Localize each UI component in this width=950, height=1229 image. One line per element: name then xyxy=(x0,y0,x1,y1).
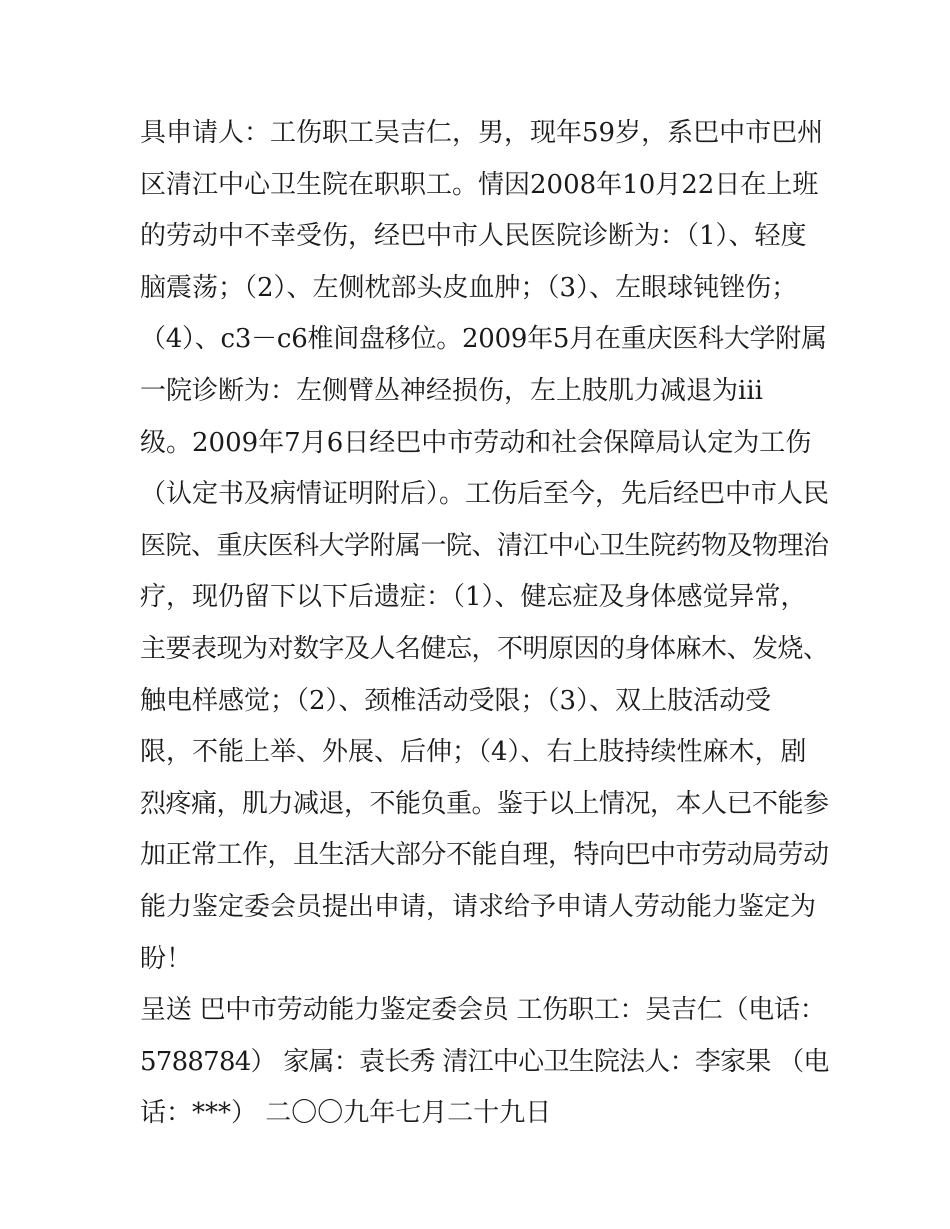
body-line: 烈疼痛，肌力减退，不能负重。鉴于以上情况，本人已不能参 xyxy=(140,788,829,819)
body-line: 脑震荡；（2）、左侧枕部头皮血肿；（3）、左眼球钝锉伤； xyxy=(140,272,798,303)
body-line: 盼！ xyxy=(140,943,193,974)
closing-line-date: 话：***） 二〇〇九年七月二十九日 xyxy=(140,1098,552,1129)
body-line: （4）、c3－c6椎间盘移位。2009年5月在重庆医科大学附属 xyxy=(140,324,827,355)
closing-line-recipient: 呈送 巴中市劳动能力鉴定委会员 工伤职工：吴吉仁（电话： xyxy=(140,995,826,1026)
body-line: （认定书及病情证明附后）。工伤后至今，先后经巴中市人民 xyxy=(140,479,830,510)
body-line: 疗，现仍留下以下后遗症：（1）、健忘症及身体感觉异常， xyxy=(140,582,807,613)
body-line: 级。2009年7月6日经巴中市劳动和社会保障局认定为工伤 xyxy=(140,427,812,458)
body-line: 能力鉴定委会员提出申请，请求给予申请人劳动能力鉴定为 xyxy=(140,891,817,922)
body-line: 的劳动中不幸受伤，经巴中市人民医院诊断为：（1）、轻度 xyxy=(140,221,807,252)
body-line: 主要表现为对数字及人名健忘，不明原因的身体麻木、发烧、 xyxy=(140,633,829,664)
body-line: 一院诊断为：左侧臂丛神经损伤，左上肢肌力减退为iii xyxy=(140,375,763,406)
body-line: 具申请人：工伤职工吴吉仁，男，现年59岁，系巴中市巴州 xyxy=(140,118,824,148)
application-body xyxy=(140,108,830,985)
body-line: 限，不能上举、外展、后伸；（4）、右上肢持续性麻木，剧 xyxy=(140,737,807,768)
closing-line-signatories: 5788784） 家属：袁长秀 清江中心卫生院法人：李家果 （电 xyxy=(140,1046,829,1077)
body-line: 区清江中心卫生院在职职工。情因2008年10月22日在上班 xyxy=(140,169,819,200)
body-line: 加正常工作，且生活大部分不能自理，特向巴中市劳动局劳动 xyxy=(140,840,829,871)
document-page xyxy=(140,108,830,1140)
body-line: 触电样感觉；（2）、颈椎活动受限；（3）、双上肢活动受 xyxy=(140,685,772,716)
closing-signature-block xyxy=(140,985,829,1140)
body-line: 医院、重庆医科大学附属一院、清江中心卫生院药物及物理治 xyxy=(140,530,829,561)
